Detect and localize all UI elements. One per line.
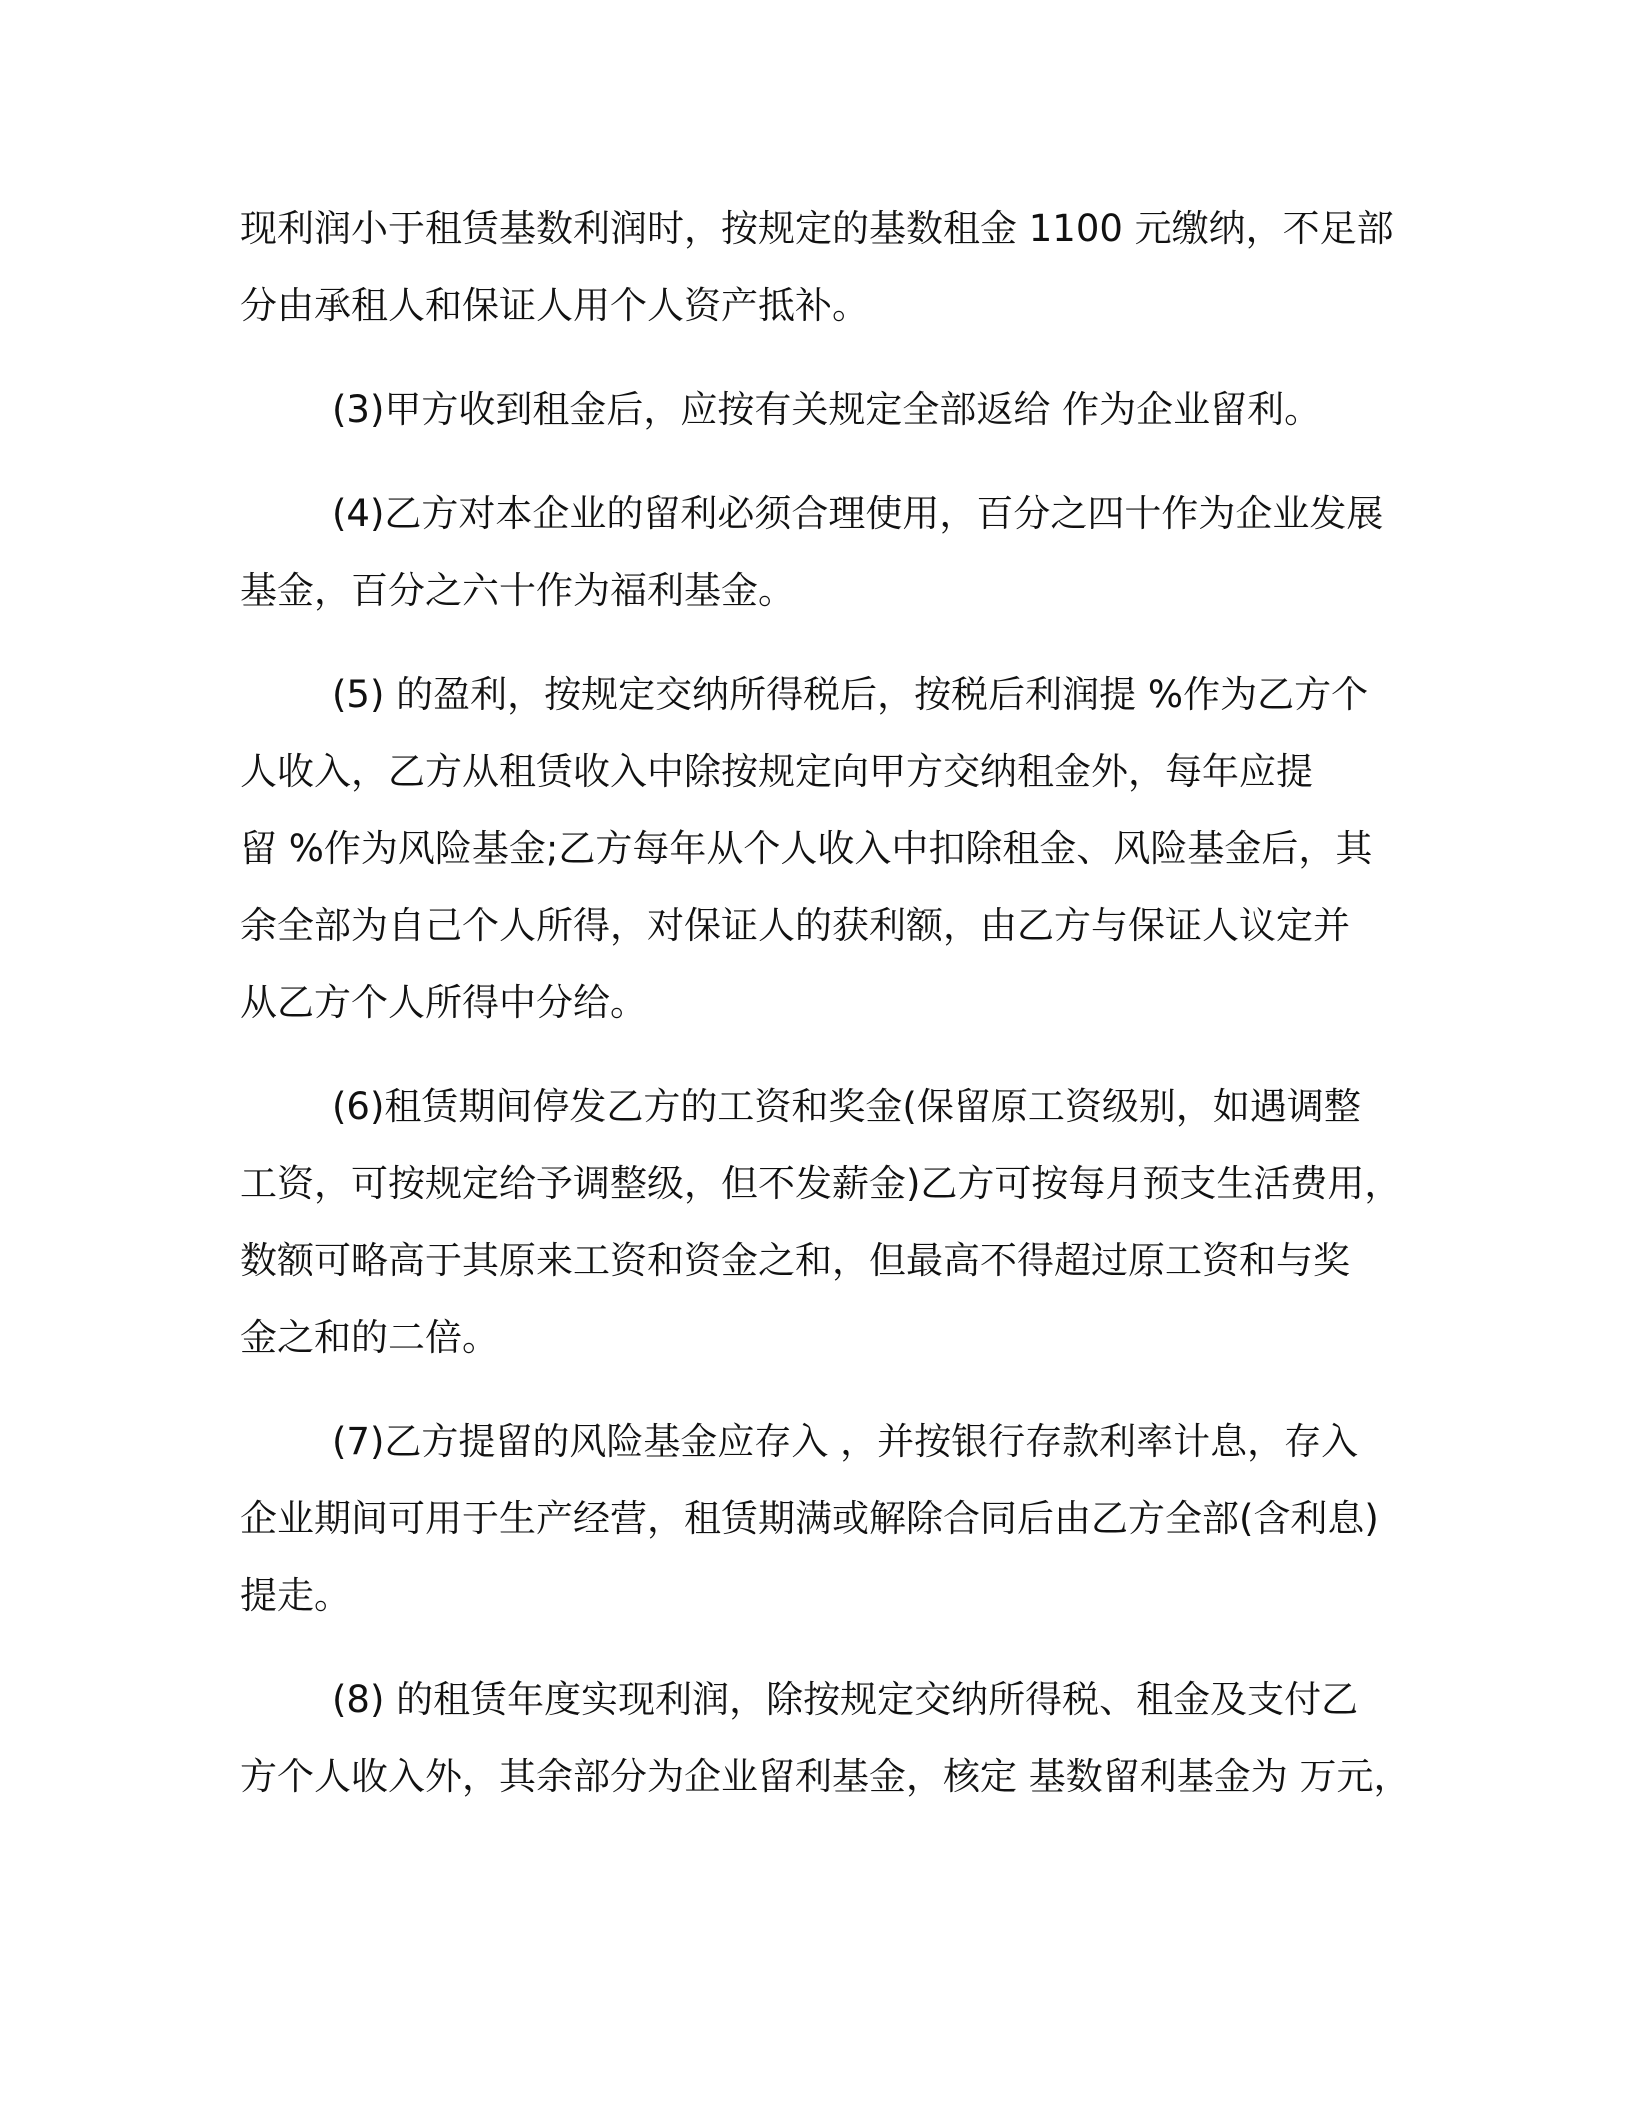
text-line: (3)甲方收到租金后，应按有关规定全部返给 作为企业留利。 [332,388,1322,431]
text-line: (8) 的租赁年度实现利润，除按规定交纳所得税、租金及支付乙 [332,1678,1359,1721]
text-line: 提走。 [240,1574,351,1617]
text-line: (4)乙方对本企业的留利必须合理使用，百分之四十作为企业发展 [332,492,1384,535]
text-line: 数额可略高于其原来工资和资金之和，但最高不得超过原工资和与奖 [240,1239,1350,1282]
text-line: 基金，百分之六十作为福利基金。 [240,569,795,612]
document-body [240,190,1411,1842]
paragraph-clause-8 [240,1661,1411,1815]
paragraph-clause-4 [240,475,1390,629]
text-line: 人收入，乙方从租赁收入中除按规定向甲方交纳租金外，每年应提 [240,750,1313,793]
paragraph-continuation [240,190,1394,344]
paragraph-clause-7 [240,1403,1390,1634]
paragraph-clause-5 [240,656,1390,1041]
text-line: (5) 的盈利，按规定交纳所得税后，按税后利润提 %作为乙方个 [332,673,1369,716]
text-line: 留 %作为风险基金;乙方每年从个人收入中扣除租金、风险基金后，其 [240,827,1373,870]
text-line: 余全部为自己个人所得，对保证人的获利额，由乙方与保证人议定并 [240,904,1350,947]
text-line: (7)乙方提留的风险基金应存入 ，并按银行存款利率计息，存入 [332,1420,1359,1463]
text-line: 从乙方个人所得中分给。 [240,981,647,1024]
text-line: 分由承租人和保证人用个人资产抵补。 [240,284,869,327]
text-line: 企业期间可用于生产经营，租赁期满或解除合同后由乙方全部(含利息) [240,1497,1379,1540]
text-line: 工资，可按规定给予调整级，但不发薪金)乙方可按每月预支生活费用， [240,1162,1402,1205]
text-line: 现利润小于租赁基数利润时，按规定的基数租金 1100 元缴纳，不足部 [240,207,1394,250]
text-line: (6)租赁期间停发乙方的工资和奖金(保留原工资级别，如遇调整 [332,1085,1361,1128]
text-line: 金之和的二倍。 [240,1316,499,1359]
paragraph-clause-3 [240,371,1390,448]
paragraph-clause-6 [240,1068,1402,1376]
text-line: 方个人收入外，其余部分为企业留利基金，核定 基数留利基金为 万元， [240,1755,1411,1798]
